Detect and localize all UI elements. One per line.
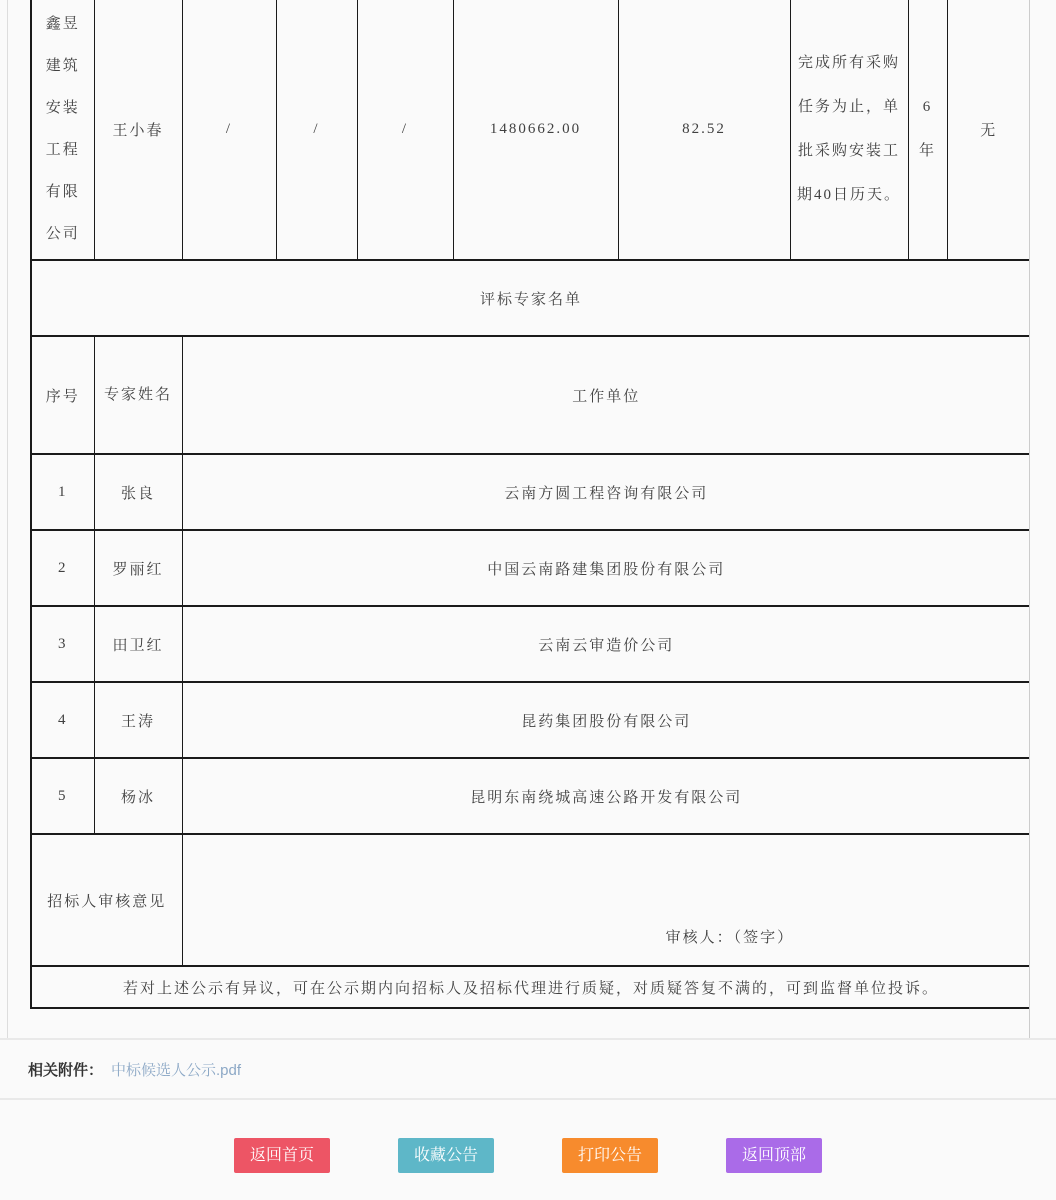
score-cell: 82.52	[618, 0, 790, 260]
print-announcement-button[interactable]: 打印公告	[562, 1138, 658, 1173]
remark-cell: 无	[947, 0, 1030, 260]
expert-name: 王涛	[94, 682, 182, 758]
expert-section-title: 评标专家名单	[31, 260, 1030, 336]
expert-org: 云南云审造价公司	[182, 606, 1030, 682]
schedule-cell: 完成所有采购任务为止，单批采购安装工期40日历天。	[790, 0, 908, 260]
attachment-row	[0, 1040, 1056, 1098]
objection-notice-row	[31, 966, 1030, 1008]
review-opinion-cell	[182, 834, 1030, 966]
favorite-announcement-button[interactable]: 收藏公告	[398, 1138, 494, 1173]
expert-header-row	[31, 336, 1030, 454]
expert-name: 罗丽红	[94, 530, 182, 606]
footer-button-bar	[0, 1100, 1056, 1200]
expert-row	[31, 758, 1030, 834]
expert-no: 5	[31, 758, 94, 834]
expert-no: 4	[31, 682, 94, 758]
expert-name: 杨冰	[94, 758, 182, 834]
term-cell: 6年	[908, 0, 947, 260]
expert-row	[31, 606, 1030, 682]
representative-cell: 王小春	[94, 0, 182, 260]
expert-name-header: 专家姓名	[94, 336, 182, 454]
winning-candidate-row	[31, 0, 1030, 260]
announcement-table-section	[7, 0, 1030, 1038]
expert-org: 昆明东南绕城高速公路开发有限公司	[182, 758, 1030, 834]
expert-row	[31, 454, 1030, 530]
home-button[interactable]: 返回首页	[234, 1138, 330, 1173]
expert-row	[31, 682, 1030, 758]
expert-no: 2	[31, 530, 94, 606]
expert-name: 田卫红	[94, 606, 182, 682]
bidder-company-cell: 鑫昱建筑安装工程有限公司	[31, 0, 94, 260]
expert-org: 中国云南路建集团股份有限公司	[182, 530, 1030, 606]
expert-row	[31, 530, 1030, 606]
review-opinion-label: 招标人审核意见	[31, 834, 182, 966]
bid-price-cell: 1480662.00	[453, 0, 618, 260]
slash-cell-2: /	[276, 0, 357, 260]
expert-section-title-row	[31, 260, 1030, 336]
reviewer-sign-label: 审核人：（签字）	[665, 930, 795, 946]
expert-no: 3	[31, 606, 94, 682]
back-to-top-button[interactable]: 返回顶部	[726, 1138, 822, 1173]
attachment-link[interactable]: 中标候选人公示.pdf	[111, 1061, 242, 1079]
expert-no: 1	[31, 454, 94, 530]
attachment-label: 相关附件：	[28, 1061, 104, 1079]
expert-org-header: 工作单位	[182, 336, 1030, 454]
expert-name: 张良	[94, 454, 182, 530]
expert-org: 云南方圆工程咨询有限公司	[182, 454, 1030, 530]
slash-cell-1: /	[182, 0, 276, 260]
expert-org: 昆药集团股份有限公司	[182, 682, 1030, 758]
expert-no-header: 序号	[31, 336, 94, 454]
slash-cell-3: /	[357, 0, 453, 260]
objection-notice: 若对上述公示有异议，可在公示期内向招标人及招标代理进行质疑，对质疑答复不满的，可到监督单位投诉。	[31, 966, 1030, 1008]
bid-result-table	[30, 0, 1030, 1009]
review-opinion-row	[31, 834, 1030, 966]
